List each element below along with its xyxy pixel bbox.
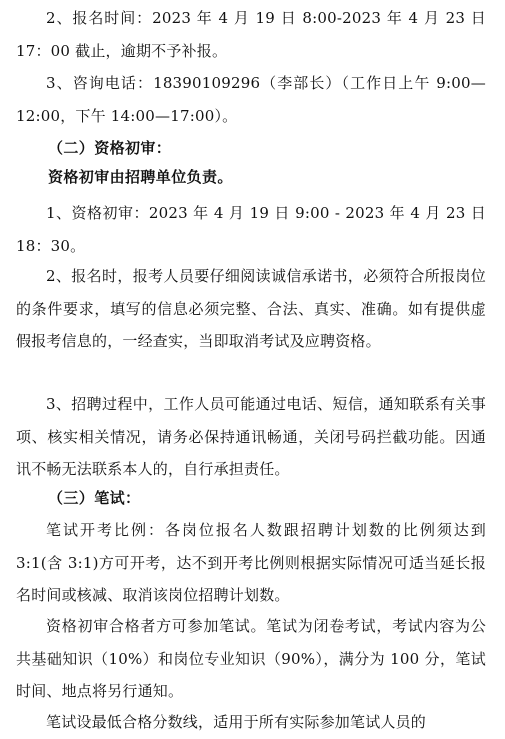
written-exam-heading: （三）笔试：	[48, 489, 141, 507]
exam-content-paragraph: 资格初审合格者方可参加笔试。笔试为闭卷考试，考试内容为公共基础知识（10%）和岗位专业知识（90%），满分为 100 分，笔试时间、地点将另行通知。	[16, 617, 486, 700]
qualification-review-time-item: 1、资格初审：2023 年 4 月 19 日 9:00 - 2023 年 4 月 23 日 18：30。	[16, 204, 486, 255]
communication-notice-item: 3、招聘过程中，工作人员可能通过电话、短信，通知联系有关事项、核实相关情况，请务必保持通讯畅通，关闭号码拦截功能。因通讯不畅无法联系本人的，自行承担责任。	[16, 395, 486, 478]
registration-time-item: 2、报名时间：2023 年 4 月 19 日 8:00-2023 年 4 月 23 日 17：00 截止，逾期不予补报。	[16, 9, 486, 60]
exam-ratio-paragraph: 笔试开考比例：各岗位报名人数跟招聘计划数的比例须达到 3:1(含 3:1)方可开考，达不到开考比例则根据实际情况可适当延长报名时间或核减、取消该岗位招聘计划数。	[16, 521, 486, 604]
registration-requirements-item: 2、报名时，报考人员要仔细阅读诚信承诺书，必须符合所报岗位的条件要求，填写的信息必须完整、合法、真实、准确。如有提供虚假报考信息的，一经查实，当即取消考试及应聘资格。	[16, 267, 486, 350]
consultation-phone-item: 3、咨询电话：18390109296（李部长）（工作日上午 9:00—12:00，下午 14:00—17:00）。	[16, 74, 486, 125]
qualification-review-note: 资格初审由招聘单位负责。	[48, 168, 233, 186]
qualification-review-heading: （二）资格初审：	[48, 139, 172, 157]
minimum-score-paragraph: 笔试设最低合格分数线，适用于所有实际参加笔试人员的	[46, 713, 427, 731]
